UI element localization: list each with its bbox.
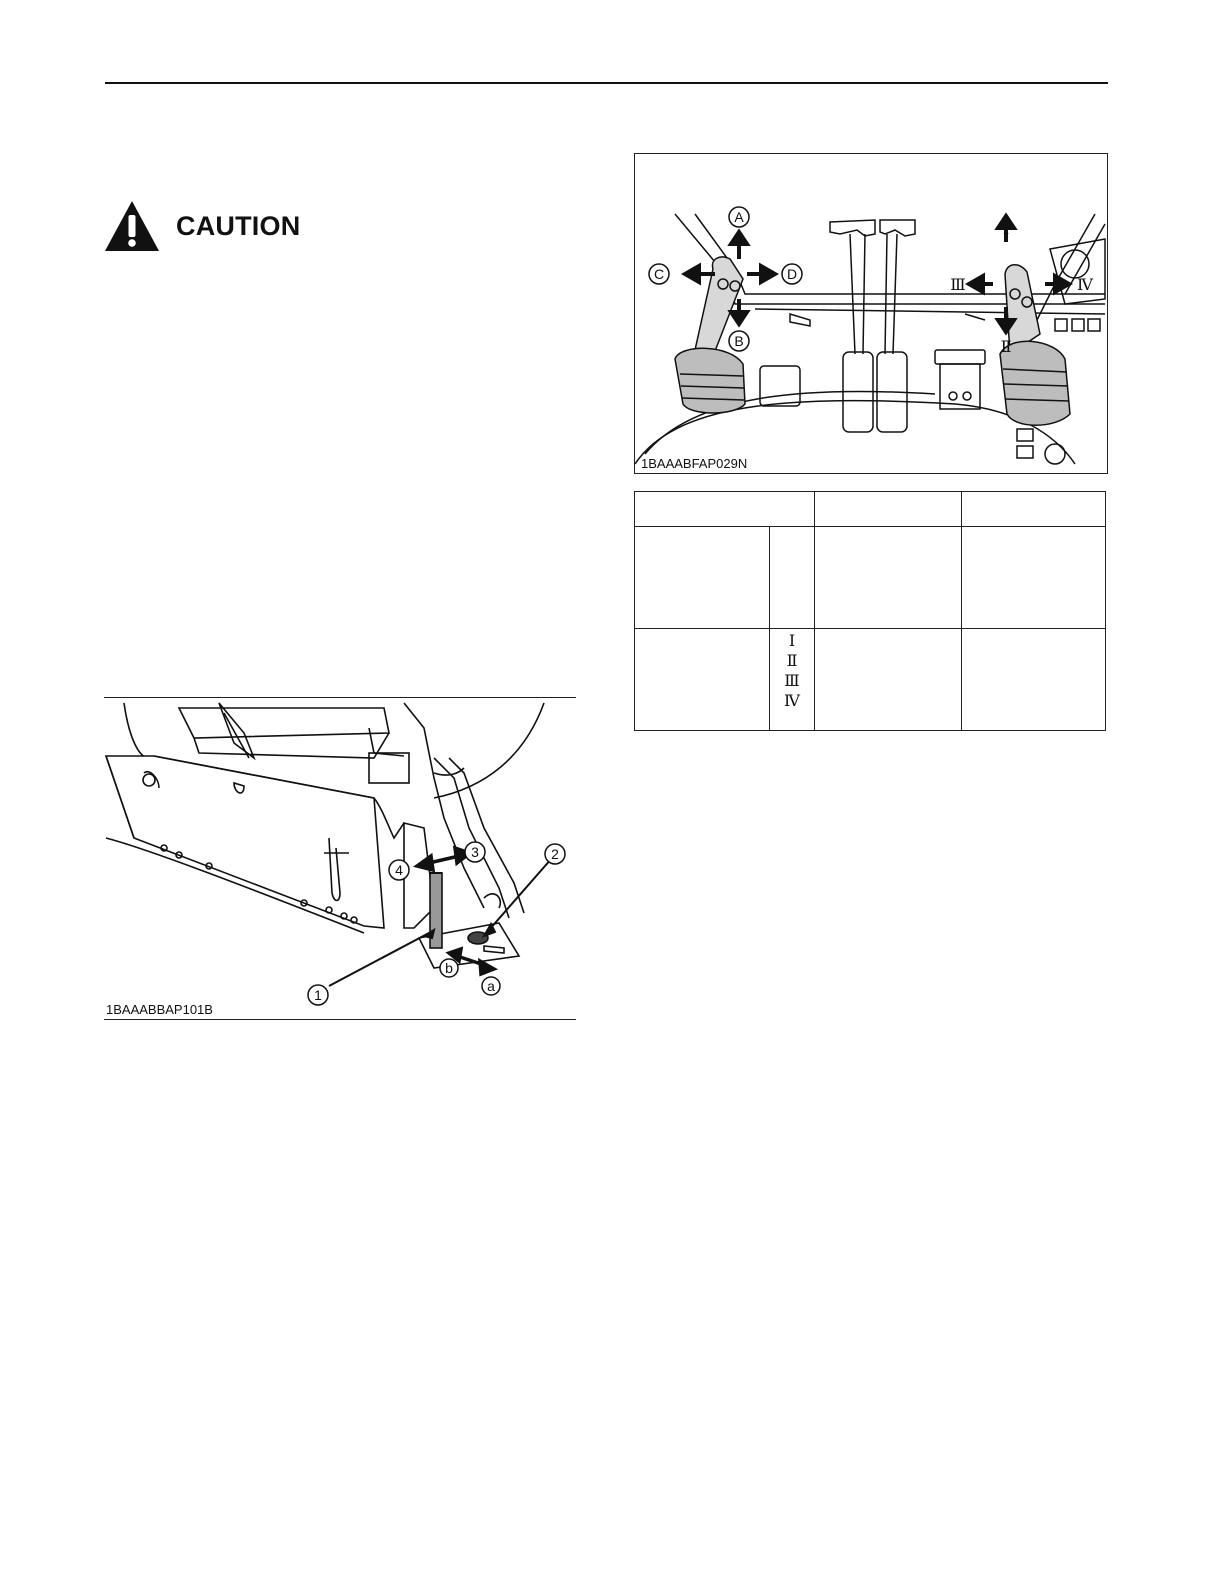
position-label: Ⅲ	[784, 671, 800, 690]
table-header-cell	[962, 492, 1106, 527]
figure-control-levers	[634, 153, 1108, 474]
position-label: Ⅰ	[788, 631, 796, 650]
table-cell	[635, 527, 770, 629]
figure-caption-right: 1BAAABFAP029N	[641, 456, 748, 471]
table-cell-positions	[770, 629, 815, 731]
callout-4: 4	[395, 862, 403, 878]
callout-II: Ⅱ	[1000, 337, 1012, 356]
table-header-cell	[815, 492, 962, 527]
warning-triangle-icon	[104, 200, 160, 252]
callout-IV: Ⅳ	[1077, 275, 1093, 294]
callout-a: a	[487, 978, 495, 994]
table-cell	[815, 629, 962, 731]
caution-heading	[104, 200, 300, 252]
callout-3: 3	[471, 844, 479, 860]
callout-C: C	[653, 266, 665, 282]
position-label: Ⅱ	[786, 651, 798, 670]
control-levers-illustration	[635, 154, 1107, 473]
callout-I: Ⅰ	[1002, 219, 1010, 238]
lock-lever-illustration	[104, 698, 576, 1019]
figure-caption-left: 1BAAABBAP101B	[106, 1002, 213, 1017]
header-rule	[105, 82, 1108, 84]
table-header-cell	[635, 492, 815, 527]
table-header-row	[635, 492, 1106, 527]
callout-b: b	[445, 960, 453, 976]
callout-A: A	[734, 209, 744, 225]
callout-D: D	[786, 266, 798, 282]
table-cell	[962, 527, 1106, 629]
callout-B: B	[734, 333, 744, 349]
table-row	[635, 527, 1106, 629]
table-cell	[770, 527, 815, 629]
caution-label: CAUTION	[176, 210, 301, 241]
table-cell	[962, 629, 1106, 731]
figure-lock-lever	[104, 697, 576, 1020]
callout-2: 2	[551, 846, 559, 862]
table-cell	[635, 629, 770, 731]
callout-III: Ⅲ	[950, 275, 966, 294]
table-row	[635, 629, 1106, 731]
lever-operation-table	[634, 491, 1106, 731]
callout-1: 1	[314, 987, 322, 1003]
position-label: Ⅳ	[784, 691, 800, 710]
table-cell	[815, 527, 962, 629]
